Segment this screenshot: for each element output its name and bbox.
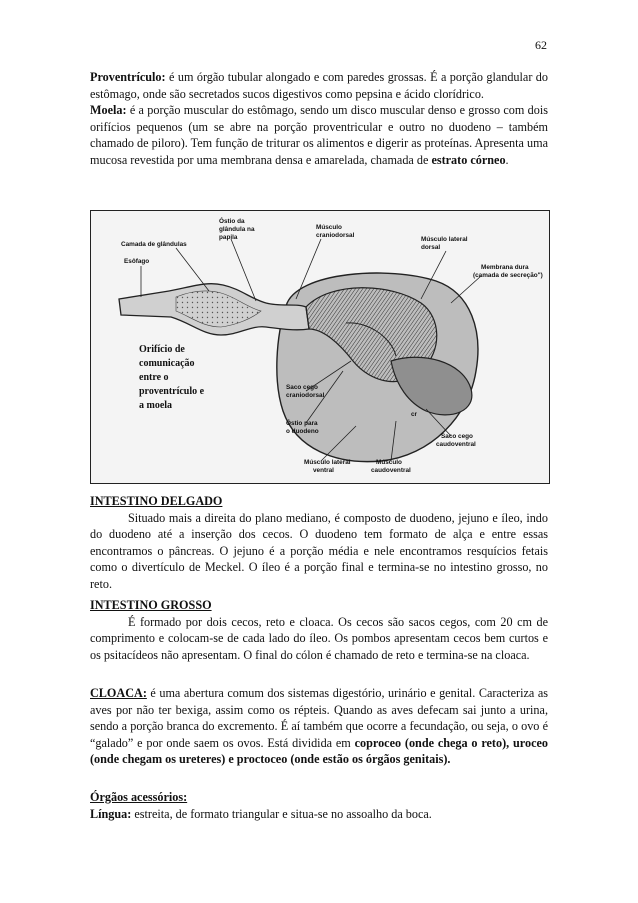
lingua-paragraph: [90, 806, 548, 823]
label-musculo-lateral-dorsal-1: Músculo lateral: [421, 236, 468, 243]
proventriculo-paragraph: [90, 69, 548, 102]
label-musculo-caudoventral-1: Músculo: [376, 459, 402, 466]
label-saco-cego-caudoventral-1: Saco cego: [441, 433, 473, 440]
inset-line-5: a moela: [139, 400, 173, 411]
label-musculo-caudoventral-2: caudoventral: [371, 467, 411, 474]
cloaca-divisions: coproceo (onde chega o reto), uroceo (onde chegam os ureteres) e proctoceo (onde estão os órgãos genitais).: [90, 735, 548, 767]
moela-end: .: [505, 152, 509, 167]
inset-line-4: proventrículo e: [139, 386, 205, 397]
label-membrana-dura-2: (camada de secreção"): [473, 272, 543, 279]
label-ostio-glandula-2: glândula na: [219, 226, 255, 233]
label-musculo-lateral-ventral-2: ventral: [313, 467, 334, 474]
intestino-delgado-heading: INTESTINO DELGADO: [90, 494, 223, 508]
proventriculo-text: é um órgão tubular alongado e com paredes grossas. É a porção glandular do estômago, onde são secretados sucos digestivos como pepsina e ácido clorídrico.: [90, 70, 548, 101]
label-musculo-lateral-ventral-1: Músculo lateral: [304, 459, 351, 466]
intestino-grosso-text: É formado por dois cecos, reto e cloaca. Os cecos são sacos cegos, com 20 cm de comprimento e colocam-se de cada lado do íleo. Os pombos apresentam cecos bem curtos e os psitacídeos não apresentam. O final do cólon é chamado de reto e termina-se na cloaca.: [90, 614, 548, 662]
label-saco-cego-craniodorsal-1: Saco cego: [286, 384, 318, 391]
stomach-diagram: [91, 211, 549, 483]
stomach-section: [90, 69, 548, 169]
label-esofago: Esôfago: [124, 258, 150, 265]
label-ostio-duodeno-1: Óstio para: [286, 420, 318, 427]
moela-paragraph: [90, 102, 548, 168]
label-camada-glandulas: Camada de glândulas: [121, 241, 187, 248]
cloaca-heading: CLOACA:: [90, 686, 147, 700]
cloaca-paragraph: [90, 685, 548, 768]
intestino-delgado-section: [90, 493, 548, 593]
label-ostio-glandula-3: papila: [219, 234, 238, 241]
cloaca-section: [90, 685, 548, 768]
label-musculo-craniodorsal-1: Músculo: [316, 224, 342, 231]
label-cr: cr: [411, 411, 418, 418]
intestino-grosso-section: [90, 597, 548, 663]
proventriculo-term: Proventrículo:: [90, 70, 166, 84]
intestino-grosso-heading: INTESTINO GROSSO: [90, 598, 212, 612]
lingua-term: Língua:: [90, 806, 132, 821]
stomach-anatomy-figure: [90, 210, 550, 484]
cloaca-text: é uma abertura comum dos sistemas digestório, urinário e genital. Caracteriza as aves por não ter bexiga, assim como os répteis. Quando as aves defecam sai junto a urina, sendo a porção branca do excremento. É aí também que ocorre a fecundação, ou seja, o ovo é “galado” e por onde saem os ovos. Está dividida em: [90, 686, 548, 750]
label-ostio-glandula-1: Óstio da: [219, 218, 245, 225]
moela-term: Moela:: [90, 103, 127, 118]
label-membrana-dura-1: Membrana dura: [481, 264, 529, 271]
inset-line-1: Orifício de: [139, 344, 185, 355]
page-number: 62: [535, 38, 547, 52]
moela-text: é a porção muscular do estômago, sendo um disco muscular denso e grosso com dois orifícios pequenos (um se abre na porção proventricular e outro no duodeno – também chamado de piloro). Tem função de triturar os alimentos e digerir as proteínas. Apresenta uma mucosa revestida por uma membrana densa e amarelada, chamada de: [90, 103, 548, 167]
label-saco-cego-caudoventral-2: caudoventral: [436, 441, 476, 448]
label-ostio-duodeno-2: o duodeno: [286, 428, 319, 435]
estrato-corneo-term: estrato córneo: [431, 152, 506, 167]
inset-line-3: entre o: [139, 372, 169, 383]
label-saco-cego-craniodorsal-2: craniodorsal: [286, 392, 325, 399]
lingua-text: estreita, de formato triangular e situa-se no assoalho da boca.: [131, 806, 432, 821]
label-musculo-craniodorsal-2: craniodorsal: [316, 232, 355, 239]
inset-line-2: comunicação: [139, 358, 195, 369]
orgaos-acessorios-section: [90, 789, 548, 822]
label-musculo-lateral-dorsal-2: dorsal: [421, 244, 441, 251]
intestino-delgado-text: Situado mais a direita do plano mediano, é composto de duodeno, jejuno e íleo, indo do duodeno até a inserção dos cecos. O duodeno tem formato de alça e entre essas encontramos o pâncreas. O jejuno é a porção média e nele encontramos resquícios fetais como o divertículo de Meckel. O íleo é a porção final e termina-se no intestino grosso, no reto.: [90, 510, 548, 591]
orgaos-acessorios-heading: Órgãos acessórios:: [90, 790, 188, 804]
